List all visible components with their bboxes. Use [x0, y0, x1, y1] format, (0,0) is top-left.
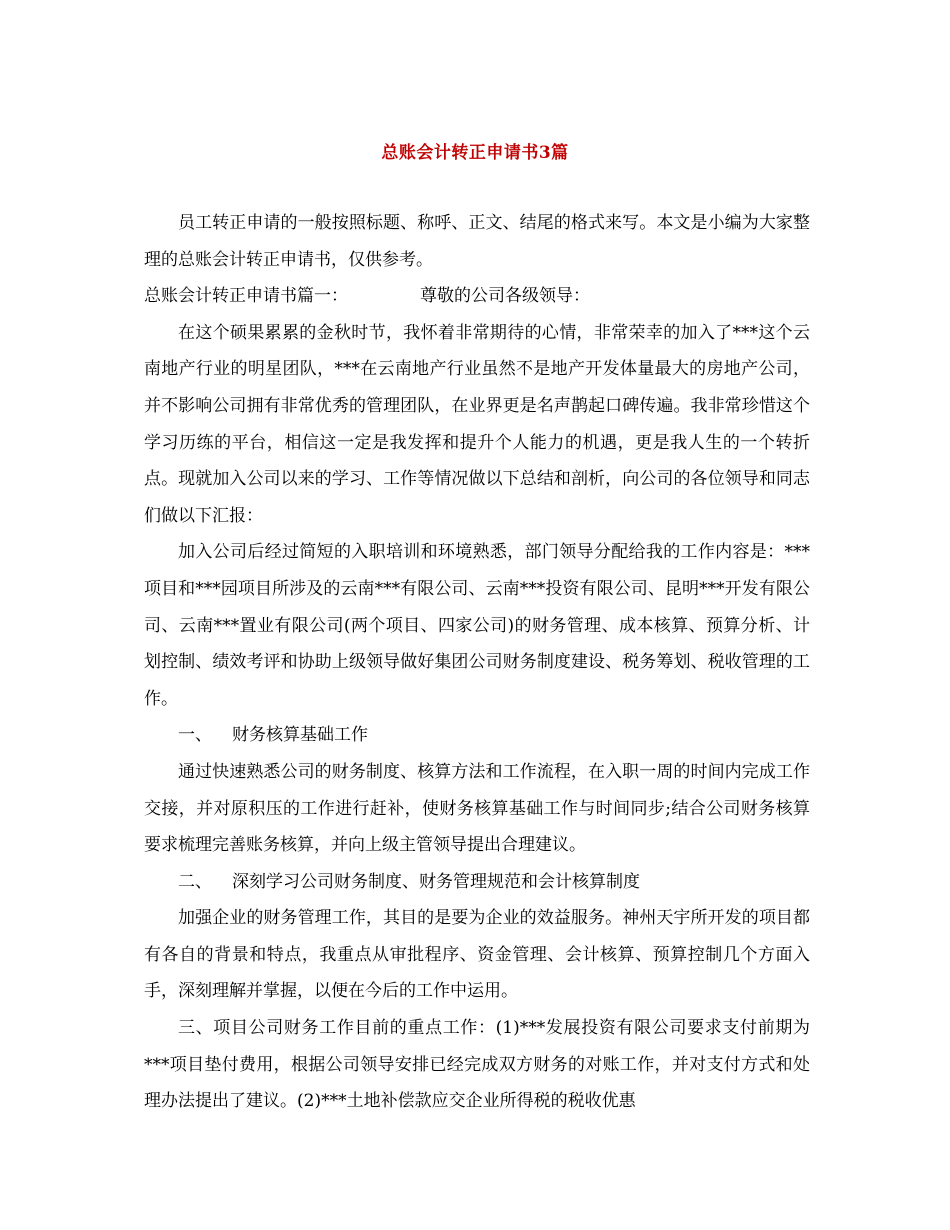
heading-2-number: 二、	[178, 871, 212, 892]
heading-1	[144, 717, 810, 754]
heading-1-number: 一、	[178, 725, 212, 746]
paragraph-1: 在这个硕果累累的金秋时节，我怀着非常期待的心情，非常荣幸的加入了***这个云南地产行业的明星团队，***在云南地产行业虽然不是地产开发体量最大的房地产公司，并不影响公司拥有非常优秀的管理团队，在业界更是名声鹊起口碑传遍。我非常珍惜这个学习历练的平台，相信这一定是我发挥和提升个人能力的机遇，更是我人生的一个转折点。现就加入公司以来的学习、工作等情况做以下总结和剖析，向公司的各位领导和同志们做以下汇报：	[144, 322, 810, 526]
intro-paragraph: 员工转正申请的一般按照标题、称呼、正文、结尾的格式来写。本文是小编为大家整理的总账会计转正申请书，仅供参考。	[144, 213, 810, 270]
heading-2	[144, 864, 810, 901]
document-title: 总账会计转正申请书3篇	[381, 143, 569, 163]
heading-2-text: 深刻学习公司财务制度、财务管理规范和会计核算制度	[232, 871, 640, 892]
paragraph-4: 加强企业的财务管理工作，其目的是要为企业的效益服务。神州天宇所开发的项目都有各自的背景和特点，我重点从审批程序、资金管理、会计核算、预算控制几个方面入手，深刻理解并掌握，以便在今后的工作中运用。	[144, 908, 810, 1002]
section-header-line	[144, 278, 810, 315]
document-body	[144, 205, 810, 1120]
heading-1-text: 财务核算基础工作	[232, 725, 368, 746]
paragraph-2: 加入公司后经过简短的入职培训和环境熟悉，部门领导分配给我的工作内容是：***项目和***园项目所涉及的云南***有限公司、云南***投资有限公司、昆明***开发有限公司、云南***置业有限公司(两个项目、四家公司)的财务管理、成本核算、预算分析、计划控制、绩效考评和协助上级领导做好集团公司财务制度建设、税务筹划、税收管理的工作。	[144, 542, 810, 709]
salutation: 尊敬的公司各级领导：	[420, 286, 590, 307]
paragraph-3: 通过快速熟悉公司的财务制度、核算方法和工作流程，在入职一周的时间内完成工作交接，并对原积压的工作进行赶补，使财务核算基础工作与时间同步;结合公司财务核算要求梳理完善账务核算，并向上级主管领导提出合理建议。	[144, 761, 810, 856]
paragraph-5: 三、项目公司财务工作目前的重点工作：(1)***发展投资有限公司要求支付前期为***项目垫付费用，根据公司领导安排已经完成双方财务的对账工作，并对支付方式和处理办法提出了建议。(2)***土地补偿款应交企业所得税的税收优惠	[144, 1018, 810, 1112]
section-label: 总账会计转正申请书篇一：	[144, 286, 348, 307]
